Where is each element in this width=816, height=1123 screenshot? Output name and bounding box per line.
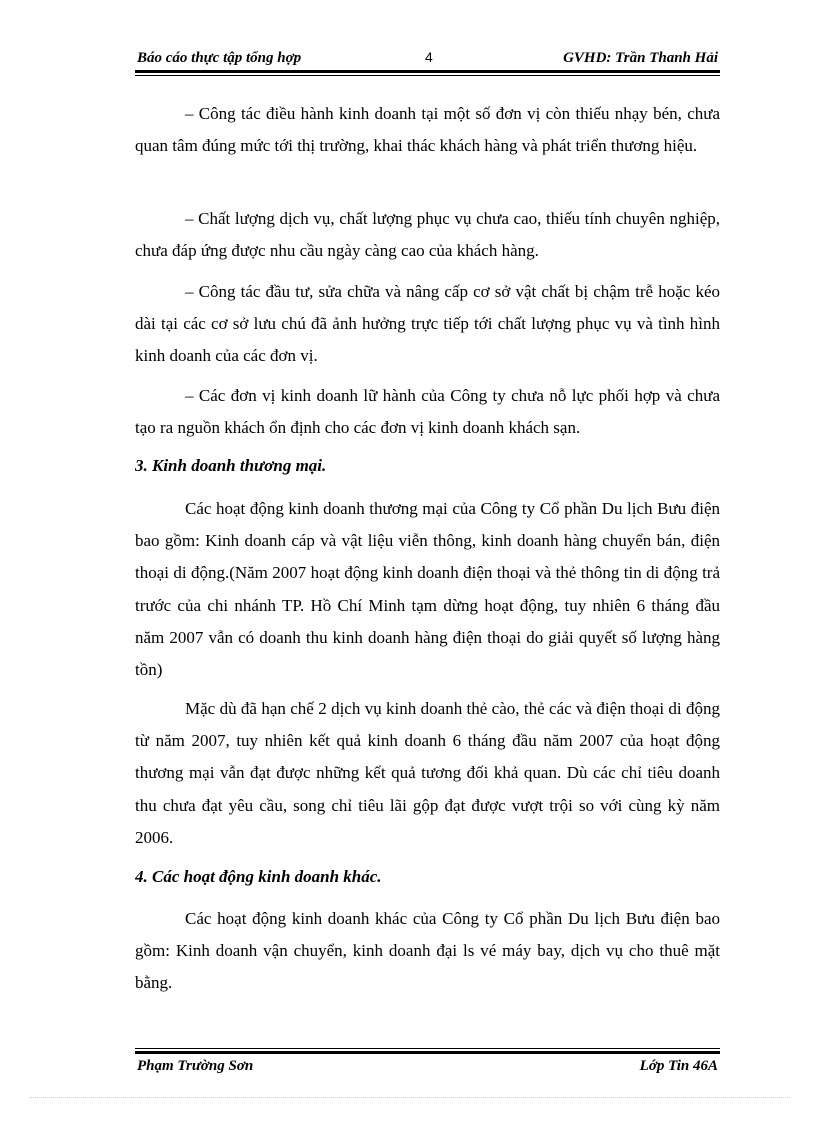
paragraph-trade-results: Mặc dù đã hạn chế 2 dịch vụ kinh doanh thẻ cào, thẻ các và điện thoại di động từ năm 2007, tuy nhiên kết quả kinh doanh 6 tháng đầu năm 2007 của hoạt động thương mại vẫn đạt được những kết quả tương đối khả quan. Dù các chỉ tiêu doanh thu chưa đạt yêu cầu, song chỉ tiêu lãi gộp đạt được vượt trội so với cùng kỳ năm 2006. xyxy=(135,699,720,847)
paragraph-investment-delay: – Công tác đầu tư, sửa chữa và nâng cấp cơ sở vật chất bị chậm trễ hoặc kéo dài tại các cơ sở lưu chú đã ảnh hưởng trực tiếp tới chất lượng phục vụ và tình hình kinh doanh của các đơn vị. xyxy=(135,282,720,366)
footer-class: Lớp Tin 46A xyxy=(639,1058,718,1074)
page-footer xyxy=(135,1058,720,1080)
page-number: 4 xyxy=(425,49,433,65)
footer-rule-thin xyxy=(135,1048,720,1049)
heading-section-4: 4. Các hoạt động kinh doanh khác. xyxy=(135,867,382,886)
page-header xyxy=(135,48,720,70)
paragraph-travel-units: – Các đơn vị kinh doanh lữ hành của Công ty chưa nỗ lực phối hợp và chưa tạo ra nguồn khách ổn định cho các đơn vị kinh doanh khách sạn. xyxy=(135,386,720,438)
header-rule-thin xyxy=(135,75,720,76)
header-rule-thick xyxy=(135,70,720,73)
paragraph-management-weakness: – Công tác điều hành kinh doanh tại một số đơn vị còn thiếu nhạy bén, chưa quan tâm đúng mức tới thị trường, khai thác khách hàng và phát triển thương hiệu. xyxy=(135,104,720,156)
heading-section-3: 3. Kinh doanh thương mại. xyxy=(135,456,327,475)
paragraph-trade-activities: Các hoạt động kinh doanh thương mại của Công ty Cổ phần Du lịch Bưu điện bao gồm: Kinh doanh cáp và vật liệu viễn thông, kinh doanh hàng chuyển bán, điện thoại di động.(Năm 2007 hoạt động kinh doanh điện thoại và thẻ thông tin di động trả trước của chi nhánh TP. Hồ Chí Minh tạm dừng hoạt động, tuy nhiên 6 tháng đầu năm 2007 vẫn có doanh thu kinh doanh hàng điện thoại do giải quyết số lượng hàng tồn) xyxy=(135,499,720,680)
page-edge-dotted-line xyxy=(30,1097,790,1098)
header-supervisor: GVHD: Trần Thanh Hải xyxy=(563,50,718,66)
footer-rule-thick xyxy=(135,1051,720,1054)
paragraph-other-activities: Các hoạt động kinh doanh khác của Công ty Cổ phần Du lịch Bưu điện bao gồm: Kinh doanh vận chuyển, kinh doanh đại ls vé máy bay, dịch vụ cho thuê mặt bằng. xyxy=(135,909,720,993)
footer-author: Phạm Trường Sơn xyxy=(137,1058,254,1074)
header-report-title: Báo cáo thực tập tổng hợp xyxy=(137,50,302,66)
paragraph-service-quality: – Chất lượng dịch vụ, chất lượng phục vụ chưa cao, thiếu tính chuyên nghiệp, chưa đáp ứng được nhu cầu ngày càng cao của khách hàng. xyxy=(135,209,720,261)
